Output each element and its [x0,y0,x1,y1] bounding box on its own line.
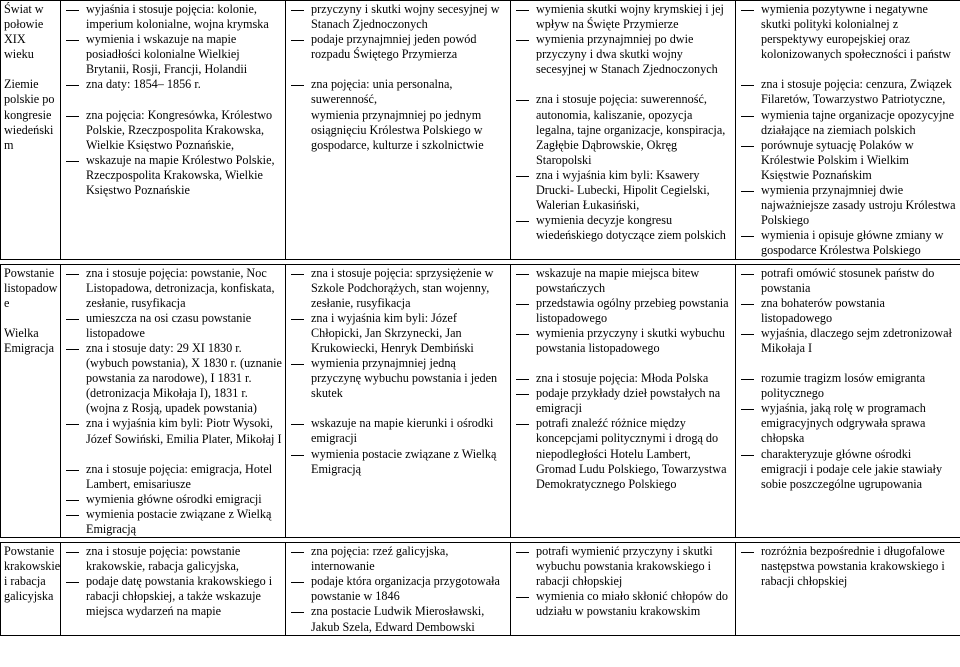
requirements-list [739,266,957,492]
topic-heading: Powstanie krakowskie i rabacja galicyjska [4,544,61,604]
requirement-item: zna i stosuje pojęcia: emigracja, Hotel Lambert, emisariusze [64,462,282,492]
requirement-item: zna i stosuje pojęcia: powstanie krakowskie, rabacja galicyjska, [64,544,282,574]
requirements-list [289,544,507,635]
requirements-list [739,544,957,589]
requirement-item: potrafi znaleźć różnice między koncepcjami politycznymi i drogą do niepodległości Hotelu Lambert, Gromad Ludu Polskiego, Towarzystwa Demokratycznego Polskiego [514,416,732,491]
requirements-cell [286,1,511,260]
requirements-cell [736,264,960,538]
requirement-item: wymienia przyczyny i skutki wybuchu powstania listopadowego [514,326,732,356]
requirement-item: zna i wyjaśnia kim byli: Piotr Wysoki, Józef Sowiński, Emilia Plater, Mikołaj I [64,416,282,446]
requirement-item: porównuje sytuację Polaków w Królestwie Polskim i Wielkim Księstwie Poznańskim [739,138,957,183]
requirements-list [64,2,282,198]
requirement-item: podaje przynajmniej jeden powód rozpadu Świętego Przymierza [289,32,507,62]
requirement-item: wymienia postacie związane z Wielką Emigracją [64,507,282,537]
requirement-item: umieszcza na osi czasu powstanie listopadowe [64,311,282,341]
requirement-item: wymienia pozytywne i negatywne skutki polityki kolonialnej z perspektywy europejskiej oraz kolonizowanych społeczności i państw [739,2,957,62]
requirement-item: wymienia postacie związane z Wielką Emigracją [289,447,507,477]
requirements-list [64,544,282,619]
requirement-item: podaje datę powstania krakowskiego i rabacji chłopskiej, a także wskazuje miejsca wydarzeń na mapie [64,574,282,619]
requirement-item: wskazuje na mapie kierunki i ośrodki emigracji [289,416,507,446]
requirements-list [739,2,957,259]
topic-heading: Ziemie polskie po kongresie wiedeński m [4,77,55,152]
requirements-list [64,266,282,538]
requirement-item: wymienia główne ośrodki emigracji [64,492,282,507]
requirement-item: wymienia przynajmniej jedną przyczynę wybuchu powstania i jeden skutek [289,356,507,401]
requirement-item: zna bohaterów powstania listopadowego [739,296,957,326]
requirement-item: zna i stosuje daty: 29 XI 1830 r. (wybuch powstania), X 1830 r. (uznanie powstania za narodowe), I 1831 r. (detronizacja Mikołaja I), 1831 r. (wojna z Rosją, upadek powstania) [64,341,282,416]
requirement-item: wskazuje na mapie Królestwo Polskie, Rzeczpospolita Krakowska, Wielkie Księstwo Poznańskie [64,153,282,198]
requirement-item: zna i stosuje pojęcia: suwerenność, autonomia, kaliszanie, opozycja legalna, tajne organizacje, konspiracja, Zagłębie Dąbrowskie, Okręg Staropolski [514,92,732,167]
topic-row [1,264,960,538]
requirement-item: wymienia przynajmniej dwie najważniejsze zasady ustroju Królestwa Polskiego [739,183,957,228]
topic-heading-cell [1,543,61,636]
requirement-item: wymienia decyzje kongresu wiedeńskiego dotyczące ziem polskich [514,213,732,243]
requirements-list [514,544,732,619]
requirement-item: zna pojęcia: Kongresówka, Królestwo Polskie, Rzeczpospolita Krakowska, Wielkie Księstwo Poznańskie, [64,108,282,153]
requirement-item: zna pojęcia: unia personalna, suwerenność, [289,77,507,107]
topic-heading-cell [1,1,61,260]
requirement-item: zna postacie Ludwik Mierosławski, Jakub Szela, Edward Dembowski [289,604,507,634]
requirement-item: zna i stosuje pojęcia: sprzysiężenie w Szkole Podchorążych, stan wojenny, zesłanie, rusyfikacja [289,266,507,311]
requirement-item: zna i wyjaśnia kim byli: Józef Chłopicki, Jan Skrzynecki, Jan Krukowiecki, Henryk Dembiński [289,311,507,356]
requirements-cell [61,264,286,538]
requirement-item: przedstawia ogólny przebieg powstania listopadowego [514,296,732,326]
requirements-list [514,2,732,243]
requirement-item: wskazuje na mapie miejsca bitew powstańczych [514,266,732,296]
requirements-cell [286,264,511,538]
curriculum-table-body [1,1,960,636]
requirements-cell [511,543,736,636]
topic-heading: Świat w połowie XIX wieku [4,2,44,62]
topic-row [1,1,960,260]
requirement-item: zna daty: 1854– 1856 r. [64,77,282,92]
requirement-item: wyjaśnia, jaką rolę w programach emigracyjnych odgrywała sprawa chłopska [739,401,957,446]
requirement-item: zna pojęcia: rzeź galicyjska, internowanie [289,544,507,574]
requirement-item: charakteryzuje główne ośrodki emigracji i podaje cele jakie stawiały sobie poszczególne ugrupowania [739,447,957,492]
requirements-cell [61,1,286,260]
requirement-item: wymienia i wskazuje na mapie posiadłości kolonialne Wielkiej Brytanii, Rosji, Francji, Holandii [64,32,282,77]
requirement-item: wymienia tajne organizacje opozycyjne działające na ziemiach polskich [739,108,957,138]
requirements-cell [736,1,960,260]
requirement-item: zna i stosuje pojęcia: Młoda Polska [514,371,732,386]
requirement-item: wymienia skutki wojny krymskiej i jej wpływ na Święte Przymierze [514,2,732,32]
requirement-item: zna i wyjaśnia kim byli: Ksawery Drucki- Lubecki, Hipolit Cegielski, Walerian Łukasiński, [514,168,732,213]
requirement-item: potrafi omówić stosunek państw do powstania [739,266,957,296]
requirement-item: rozumie tragizm losów emigranta politycznego [739,371,957,401]
topic-heading-cell [1,264,61,538]
requirement-item: wymienia co miało skłonić chłopów do udziału w powstaniu krakowskim [514,589,732,619]
requirement-item: wymienia przynajmniej po dwie przyczyny i dwa skutki wojny secesyjnej w Stanach Zjednoczonych [514,32,732,77]
requirement-item: wyjaśnia i stosuje pojęcia: kolonie, imperium kolonialne, wojna krymska [64,2,282,32]
requirement-item: przyczyny i skutki wojny secesyjnej w Stanach Zjednoczonych [289,2,507,32]
requirement-item: wymienia przynajmniej po jednym osiągnięciu Królestwa Polskiego w gospodarce, kulturze i szkolnictwie [311,107,484,152]
topic-heading: Powstanie listopadow e [4,265,58,310]
requirement-item: podaje przykłady dzieł powstałych na emigracji [514,386,732,416]
requirements-cell [61,543,286,636]
requirement-item: potrafi wymienić przyczyny i skutki wybuchu powstania krakowskiego i rabacji chłopskiej [514,544,732,589]
topic-heading: Wielka Emigracja [4,325,55,355]
requirements-cell [511,264,736,538]
requirements-list [289,266,507,477]
requirement-item: rozróżnia bezpośrednie i długofalowe następstwa powstania krakowskiego i rabacji chłopskiej [739,544,957,589]
requirement-item: podaje która organizacja przygotowała powstanie w 1846 [289,574,507,604]
requirement-item: wymienia i opisuje główne zmiany w gospodarce Królestwa Polskiego [739,228,957,258]
requirements-cell [736,543,960,636]
topic-row [1,543,960,636]
requirement-item: zna i stosuje pojęcia: powstanie, Noc Listopadowa, detronizacja, konfiskata, zesłanie, rusyfikacja [64,266,282,311]
requirement-item: zna i stosuje pojęcia: cenzura, Związek Filaretów, Towarzystwo Patriotyczne, [739,77,957,107]
requirements-list [514,266,732,492]
requirements-cell [511,1,736,260]
requirements-list [289,2,507,153]
requirement-item: wyjaśnia, dlaczego sejm zdetronizował Mikołaja I [739,326,957,356]
requirements-cell [286,543,511,636]
